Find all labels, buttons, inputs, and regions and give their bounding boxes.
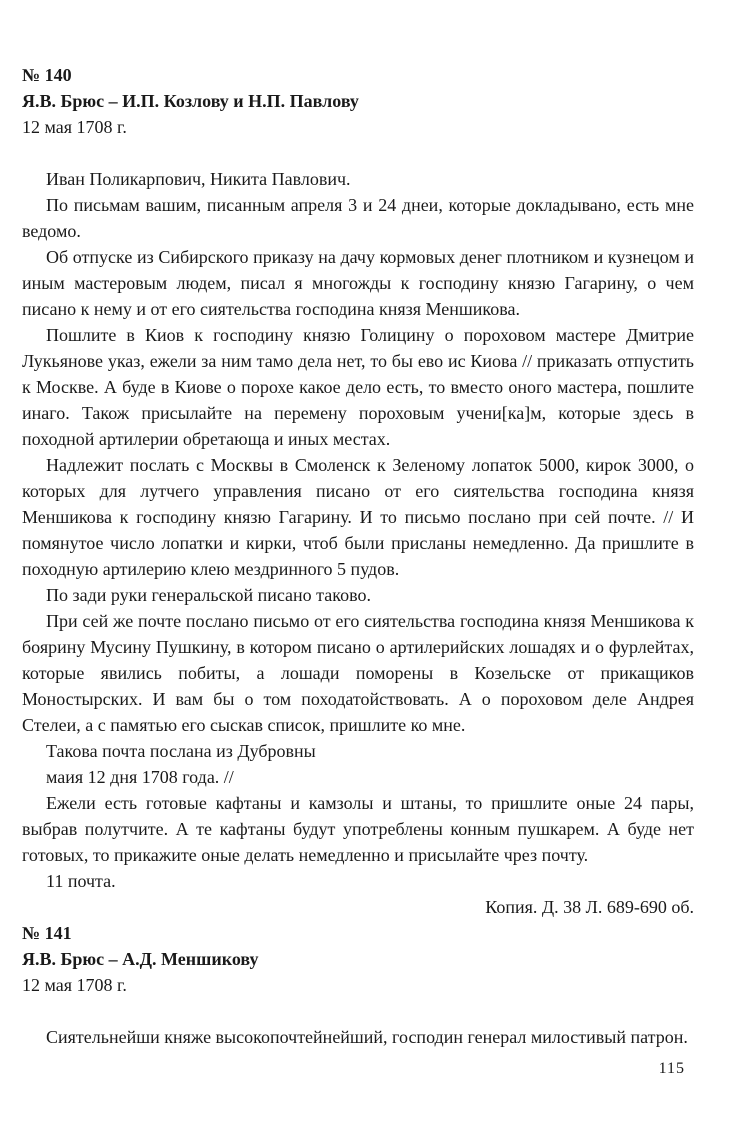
document-number: № 140 xyxy=(22,65,72,85)
paragraph: Надлежит послать с Москвы в Смоленск к Зеленому лопаток 5000, кирок 3000, о которых для лутчего управления писано от его сиятельства господина князя Меншикова к господину князю Гагарину. И то письмо послано при сей почте. // И помянутое число лопатки и кирки, чтоб были присланы немедленно. Да пришлите в походную артилерию клею мездринного 5 пудов. xyxy=(22,455,694,579)
paragraph: Об отпуске из Сибирского приказу на дачу кормовых денег плотником и кузнецом и иным мастеровым людем, писал я многожды к господину князю Гагарину, о чем писано к нему и от его сиятельства господина князя Меншикова. xyxy=(22,247,694,319)
page-number: 115 xyxy=(658,1060,685,1077)
paragraph: По письмам вашим, писанным апреля 3 и 24 днеи, которые докладывано, есть мне ведомо. xyxy=(22,195,694,241)
document-heading: Я.В. Брюс – И.П. Козлову и Н.П. Павлову xyxy=(22,91,359,111)
paragraph: маия 12 дня 1708 года. // xyxy=(46,767,234,787)
document-number: № 141 xyxy=(22,923,72,943)
document-date: 12 мая 1708 г. xyxy=(22,975,127,995)
document-date: 12 мая 1708 г. xyxy=(22,117,127,137)
page-content xyxy=(22,62,694,1050)
document-141 xyxy=(22,920,694,1050)
paragraph: По зади руки генеральской писано таково. xyxy=(46,585,371,605)
letter-greeting: Иван Поликарпович, Никита Павлович. xyxy=(46,169,351,189)
document-heading: Я.В. Брюс – А.Д. Меншикову xyxy=(22,949,259,969)
paragraph: При сей же почте послано письмо от его сиятельства господина князя Меншикова к боярину Мусину Пушкину, в котором писано о артилерийских лошадях и о фурлейтах, которые явились побиты, а лошади поморены в Козельске от прикащиков Моностырских. И вам бы о том походатойствовать. А о пороховом деле Андрея Стелеи, а с памятью его сыскав список, пришлите ко мне. xyxy=(22,611,694,735)
paragraph: Пошлите в Киов к господину князю Голицину о пороховом мастере Дмитрие Лукьянове указ, ежели за ним тамо дела нет, то бы ево ис Киова // приказать отпустить к Москве. А буде в Киове о порохе какое дело есть, то вместо оного мастера, пошлите инаго. Також присылайте на перемену пороховым учени[ка]м, которые здесь в походной артилерии обретающа и иных местах. xyxy=(22,325,694,449)
letter-greeting: Сиятельнейши княже высокопочтейнейший, господин генерал милостивый патрон. xyxy=(46,1027,688,1047)
paragraph: Ежели есть готовые кафтаны и камзолы и штаны, то пришлите оные 24 пары, выбрав полутчите. А те кафтаны будут употреблены конным пушкарем. А буде нет готовых, то прикажите оные делать немедленно и присылайте чрез почту. xyxy=(22,793,694,865)
document-140 xyxy=(22,62,694,920)
paragraph: 11 почта. xyxy=(46,871,116,891)
archive-source: Копия. Д. 38 Л. 689-690 об. xyxy=(485,897,694,917)
paragraph: Такова почта послана из Дубровны xyxy=(46,741,316,761)
